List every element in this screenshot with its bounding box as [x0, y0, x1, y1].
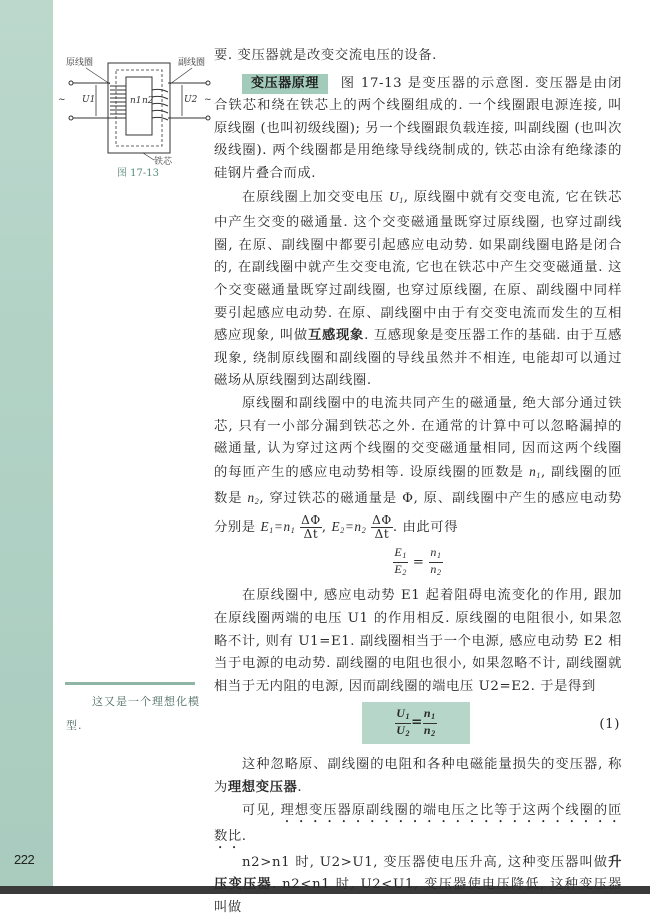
figure-caption: 图 17-13 [117, 168, 160, 179]
text-run: . n2<n1 时, U2<U1, 变压器使电压降低, 这种变压器叫做 [214, 877, 622, 915]
paragraph-text: 图 17-13 是变压器的示意图. 变压器是由闭合铁芯和绕在铁芯上的两个线圈组成的. 一个线圈跟电源连接, 叫原线圈 (也叫初级线圈); 另一个线圈跟负载连接, 叫副线圈 (也叫次级线圈). 两个线圈都是用绝缘导线绕制成的, 铁芯由涂有绝缘漆的硅钢片叠合而成. [214, 75, 622, 181]
note-divider [65, 682, 195, 685]
term-ideal-transformer: 理想变压器 [227, 780, 298, 796]
term-mutual-induction: 互感现象 [307, 328, 365, 344]
ac-source-left: ~ [58, 95, 66, 105]
var-n1: $n_1$ [529, 463, 541, 480]
equation-voltage-ratio: $\frac{U_1}{U_2}$ = $\frac{n_1}{n_2}$ [362, 702, 470, 744]
n2-label: n2 [142, 96, 154, 106]
paragraph-principle [214, 73, 622, 186]
text-run: , 副线圈的匝数是 [214, 464, 622, 507]
main-text [214, 45, 622, 919]
text-run: 在原线圈上加交变电压 [242, 189, 389, 205]
u1-label: U1 [82, 95, 96, 105]
transformer-diagram [58, 50, 218, 180]
text-run: 这种忽略原、副线圈的电阻和各种电磁能量损失的变压器, 称为 [214, 757, 622, 796]
denominator: Δt [303, 526, 319, 541]
denominator: Δt [374, 526, 390, 541]
primary-coil-label: 原线圈 [66, 58, 94, 68]
term-step-up-transformer: 升压变压器 [214, 854, 622, 893]
text-run: , 穿过铁芯的磁通量是 Φ, 原、副线圈中产生的感应电动势分别是 [214, 491, 623, 535]
paragraph-step-up [214, 852, 622, 919]
paragraph-flux: 原线圈和副线圈中的电流共同产生的磁通量, 绝大部分通过铁芯, 只有一小部分漏到铁芯之外. 在通常的计算中可以忽略漏掉的磁通量, 认为穿过这两个线圈的交变磁通量相同, 因而这两个线圈的每匝产生的感应电动势相等. 设原线圈的匝数是 $n_1$, 副线圈的匝数是 $n_2$, 穿过铁芯的磁通量是 Φ, 原、副线圈中产生的感应电动势分别是 $E_1=n_1$ $\frac{\Delta\Phi}{\Delta t}$ , $E_2=n_2$ $\frac{\Delta\Phi}{\Delta t}$ . 由此可得 [214, 395, 623, 541]
var-e1: $E_1=n_1$ [260, 518, 296, 535]
text-run: 可见, [242, 802, 281, 818]
equation-1-row [214, 702, 622, 748]
text-run: . 由此可得 [392, 519, 459, 535]
paragraph-mutual-induction [214, 186, 622, 393]
fraction-e1-e2: $\frac{E_1}{E_2}$ [394, 545, 407, 578]
fraction-n1-n2: $\frac{n_1}{n_2}$ [430, 545, 442, 578]
paragraph-emf: 在原线圈中, 感应电动势 E1 起着阻碍电流变化的作用, 跟加在原线圈两端的电压 U1 的作用相反. 原线圈的电阻很小, 如果忽略不计, 则有 U1=E1. 副线圈相当于一个电源, 感应电动势 E2 相当于电源的电动势. 副线圈的电阻也很小, 如果忽略不计, 副线圈就相当于无内阻的电源, 因而副线圈的端电压 U2=E2. 于是得到 [214, 588, 622, 694]
text-run: . [241, 828, 247, 844]
fraction-dphi-dt [300, 514, 322, 541]
text-run: n2>n1 时, U2>U1, 变压器使电压升高, 这种变压器叫做 [242, 854, 609, 870]
page-margin-band [0, 0, 53, 886]
paragraph-ideal [214, 754, 622, 799]
n1-label: n1 [130, 96, 142, 106]
equation-number: (1) [599, 717, 620, 733]
fraction-dphi-dt [371, 514, 393, 541]
fraction-u1-u2: $\frac{U_1}{U_2}$ [396, 705, 411, 738]
paragraph-conclusion [214, 800, 622, 852]
section-tag: 变压器原理 [242, 74, 328, 94]
u2-label: U2 [184, 95, 198, 105]
fraction-n1-n2: $\frac{n_1}{n_2}$ [423, 705, 436, 738]
transformer-schematic-icon [58, 50, 218, 170]
ac-source-right: ~ [204, 95, 212, 105]
text-run: 原线圈和副线圈中的电流共同产生的磁通量, 绝大部分通过铁芯, 只有一小部分漏到铁芯之外. 在通常的计算中可以忽略漏掉的磁通量, 认为穿过这两个线圈的交变磁通量相同, 因而这两个线圈的每匝产生的感应电动势相等. 设原线圈的匝数是 [214, 395, 622, 480]
secondary-coil-label: 副线圈 [178, 58, 206, 68]
numerator: ΔΦ [372, 512, 392, 527]
page-number: 222 [14, 852, 35, 867]
margin-note: 这又是一个理想化模型. [66, 695, 200, 732]
text-run: . 互感现象是变压器工作的基础. 由于互感现象, 绕制原线圈和副线圈的导线虽然并不相连, 电能却可以通过磁场从原线圈到达副线圈. [214, 328, 622, 389]
equation-e-ratio: $\frac{E_1}{E_2}$ = $\frac{n_1}{n_2}$ [394, 545, 442, 578]
text-run: , 原线圈中就有交变电流, 它在铁芯中产生交变的磁通量. 这个交变磁通量既穿过原线圈, 也穿过副线圈, 在原、副线圈中都要引起感应电动势. 如果副线圈电路是闭合的, 在副线圈中就产生交变电流, 它也在铁芯中产生交变磁通量. 这个交变磁通量既穿过副线圈, 也穿过原线圈, 在原、副线圈中同样要引起感应电动势. 在原、副线圈中由于有交变电流而发生的互相感应现象, 叫做 [214, 189, 622, 344]
emphasized-statement: 理想变压器原副线圈的端电压之比等于这两个线圈的匝数比 [214, 802, 622, 844]
var-e2: $E_2=n_2$ [331, 518, 367, 535]
var-u1: $U_1$ [388, 188, 404, 205]
intro-line: 要. 变压器就是改变交流电压的设备. [214, 48, 437, 63]
numerator: ΔΦ [301, 512, 321, 527]
core-label: 铁芯 [154, 157, 173, 167]
text-run: . [297, 780, 303, 796]
var-n2: $n_2$ [247, 490, 260, 507]
